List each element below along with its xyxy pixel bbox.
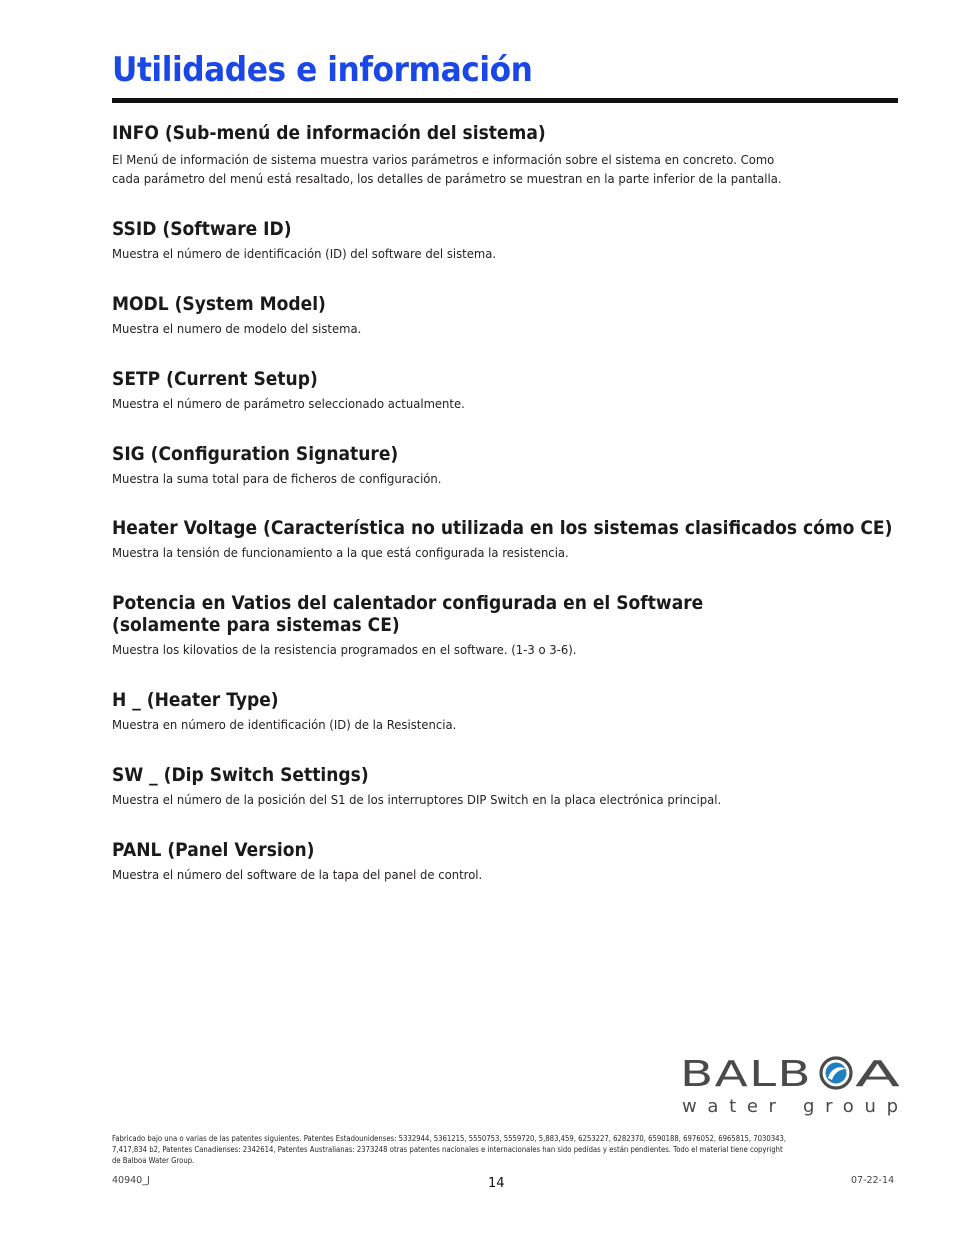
section-panel-version (112, 839, 902, 884)
patent-notice: Fabricado bajo una o varias de las patentes siguientes. Patentes Estadounidenses: 5332944, 5361215, 5550753, 5559720, 5,883,459, 6253227, 6282370, 6590188, 6976052, 6965815, 7030343, 7,417,834 b2, Patentes Canadienses: 2342614, Patentes Australianas: 2373248 otras patentes nacionales e internacionales han sido pedidas y están pendientes. Todo el material tiene copyright de Balboa Water Group. (112, 1134, 787, 1165)
section-heading: SSID (Software ID) (112, 218, 292, 240)
page-title: Utilidades e información (112, 50, 533, 90)
section-text: Muestra la tensión de funcionamiento a la que está configurada la resistencia. (112, 545, 569, 560)
section-heading-line2: (solamente para sistemas CE) (112, 614, 400, 636)
section-heading: PANL (Panel Version) (112, 839, 315, 861)
section-heading: INFO (Sub-menú de información del sistema) (112, 122, 546, 144)
section-heading: Heater Voltage (Característica no utilizada en los sistemas clasificados cómo CE) (112, 517, 893, 539)
section-text: Muestra en número de identificación (ID) de la Resistencia. (112, 717, 457, 732)
section-text: Muestra el número del software de la tapa del panel de control. (112, 867, 483, 882)
logo-brand-right: A (855, 1054, 901, 1095)
section-text: Muestra el número de parámetro seleccionado actualmente. (112, 396, 465, 411)
document-code: 40940_J (112, 1175, 150, 1186)
section-heading: Potencia en Vatios del calentador configurada en el Software (112, 592, 704, 614)
title-divider (112, 98, 898, 103)
page-number: 14 (488, 1176, 505, 1191)
section-heater-wattage (112, 592, 902, 659)
logo-water-drop-icon (821, 1058, 851, 1088)
section-heading: SW _ (Dip Switch Settings) (112, 764, 369, 786)
section-text: Muestra el numero de modelo del sistema. (112, 321, 362, 336)
section-setp (112, 368, 902, 413)
section-heading: H _ (Heater Type) (112, 689, 279, 711)
balboa-logo (680, 1052, 902, 1118)
logo-brand-left: BALB (680, 1054, 812, 1095)
section-text: El Menú de información de sistema muestra varios parámetros e información sobre el sistema en concreto. Como cada parámetro del menú está resaltado, los detalles de parámetro se muestran en la parte inferior de la pantalla. (112, 152, 782, 186)
section-text: Muestra la suma total para de ficheros de configuración. (112, 471, 442, 486)
section-text: Muestra los kilovatios de la resistencia programados en el software. (1-3 o 3-6). (112, 642, 577, 657)
section-text: Muestra el número de identificación (ID) del software del sistema. (112, 246, 497, 261)
section-heading: SETP (Current Setup) (112, 368, 318, 390)
section-heading: MODL (System Model) (112, 293, 326, 315)
section-heater-type (112, 689, 902, 734)
section-text: Muestra el número de la posición del S1 de los interruptores DIP Switch en la placa electrónica principal. (112, 792, 722, 807)
section-sig (112, 443, 902, 488)
section-info (112, 122, 902, 188)
logo-tagline: water group (682, 1096, 898, 1117)
section-dip-switch (112, 764, 902, 809)
section-ssid (112, 218, 902, 263)
section-modl (112, 293, 902, 338)
document-date: 07-22-14 (851, 1175, 895, 1186)
section-heading: SIG (Configuration Signature) (112, 443, 399, 465)
section-heater-voltage (112, 517, 902, 562)
